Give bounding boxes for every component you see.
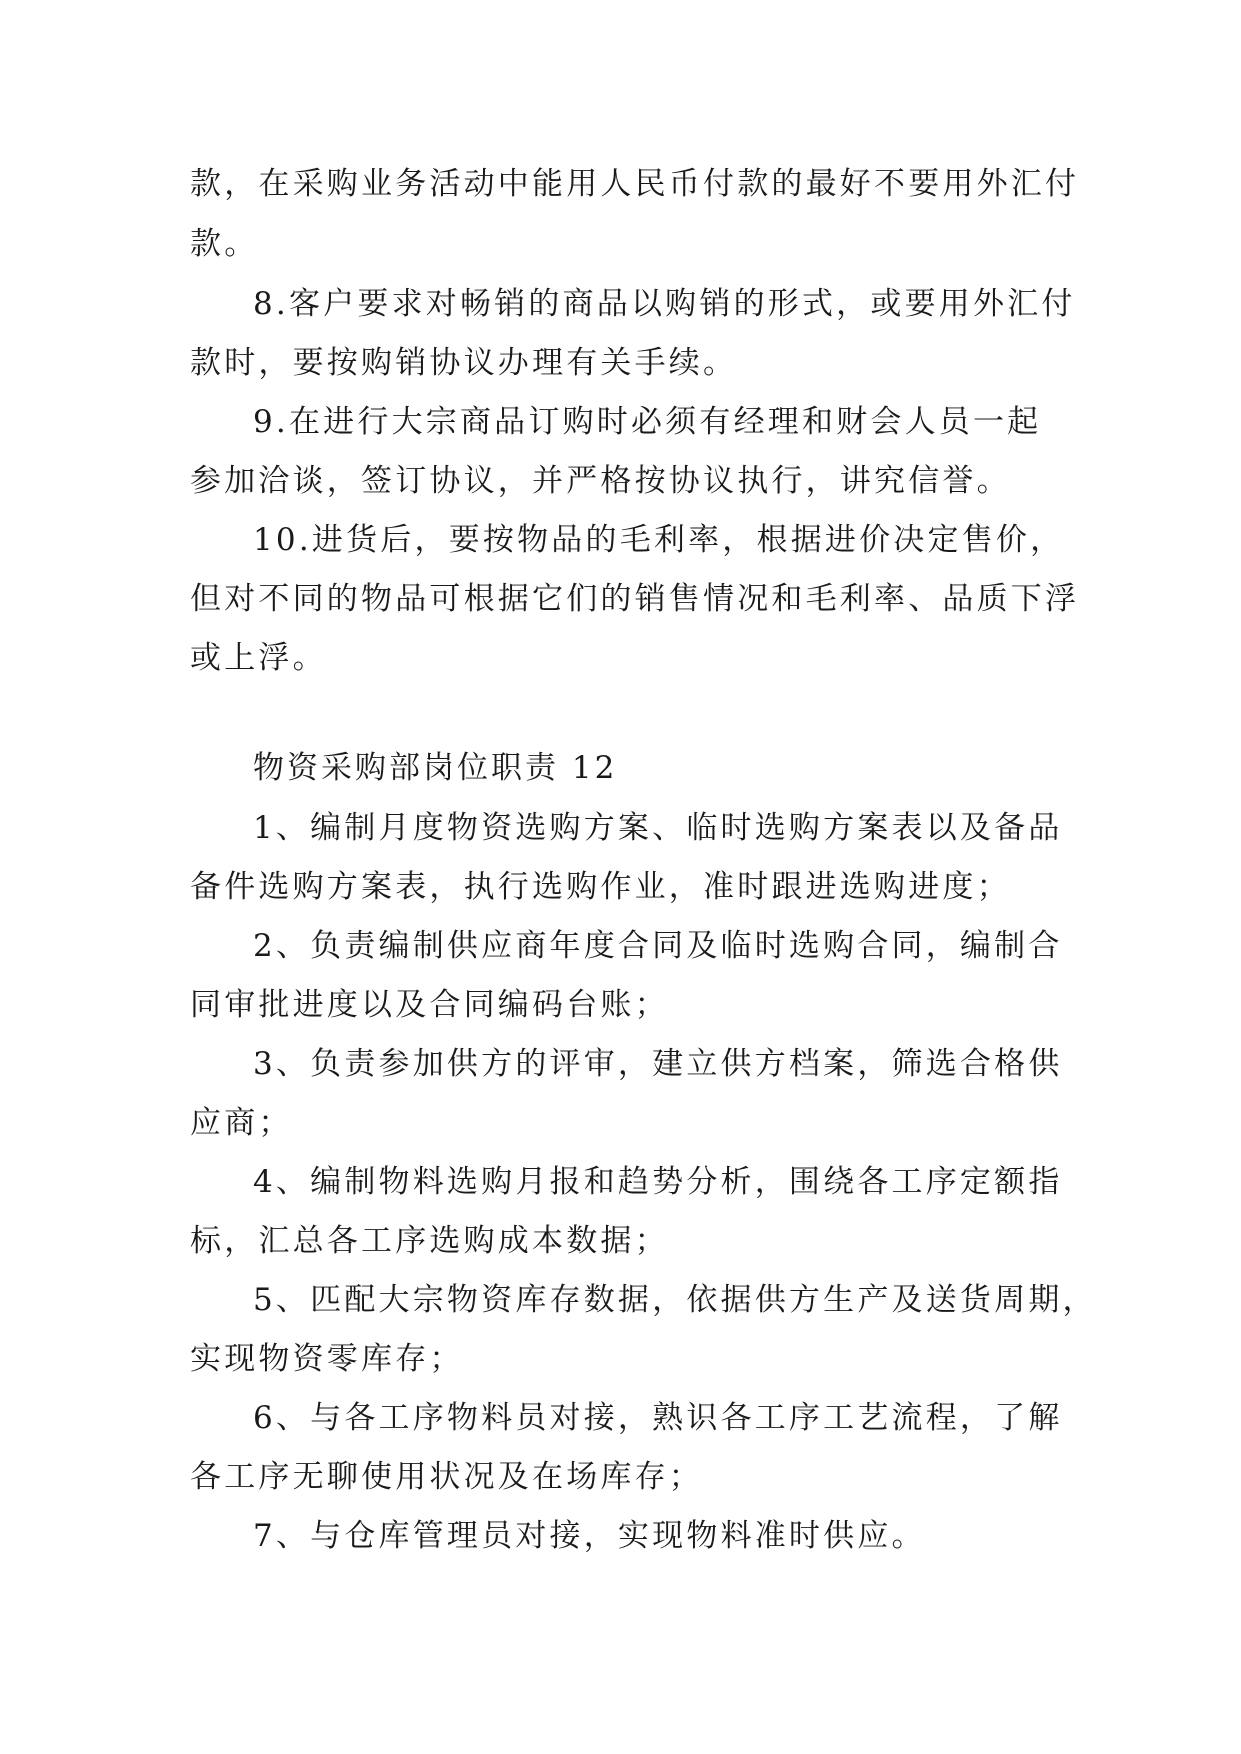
text-line: 6、与各工序物料员对接，熟识各工序工艺流程，了解 xyxy=(253,1400,1063,1436)
text-line: 8.客户要求对畅销的商品以购销的形式，或要用外汇付 xyxy=(253,286,1076,322)
text-line: 5、匹配大宗物资库存数据，依据供方生产及送货周期， xyxy=(253,1282,1097,1318)
text-line: 备件选购方案表，执行选购作业，准时跟进选购进度； xyxy=(190,869,1011,905)
text-line: 应商； xyxy=(190,1105,293,1141)
text-line: 9.在进行大宗商品订购时必须有经理和财会人员一起 xyxy=(253,404,1042,440)
text-line: 款。 xyxy=(190,226,259,262)
text-line: 10.进货后，要按物品的毛利率，根据进价决定售价， xyxy=(253,522,1065,558)
text-line: 参加洽谈，签订协议，并严格按协议执行，讲究信誉。 xyxy=(190,463,1011,499)
text-line: 4、编制物料选购月报和趋势分析，围绕各工序定额指 xyxy=(253,1164,1063,1200)
text-line: 或上浮。 xyxy=(190,640,327,676)
text-line: 款时，要按购销协议办理有关手续。 xyxy=(190,345,738,381)
text-line: 7、与仓库管理员对接，实现物料准时供应。 xyxy=(253,1518,926,1554)
section-title: 物资采购部岗位职责 12 xyxy=(253,750,618,786)
text-line: 实现物资零库存； xyxy=(190,1341,464,1377)
text-line: 各工序无聊使用状况及在场库存； xyxy=(190,1459,703,1495)
text-line: 款，在采购业务活动中能用人民币付款的最好不要用外汇付 xyxy=(190,166,1080,202)
text-line: 1、编制月度物资选购方案、临时选购方案表以及备品 xyxy=(253,810,1063,846)
text-line: 但对不同的物品可根据它们的销售情况和毛利率、品质下浮 xyxy=(190,581,1080,617)
text-line: 同审批进度以及合同编码台账； xyxy=(190,987,669,1023)
text-line: 标，汇总各工序选购成本数据； xyxy=(190,1223,669,1259)
text-line: 3、负责参加供方的评审，建立供方档案，筛选合格供 xyxy=(253,1046,1063,1082)
text-line: 2、负责编制供应商年度合同及临时选购合同，编制合 xyxy=(253,928,1063,964)
